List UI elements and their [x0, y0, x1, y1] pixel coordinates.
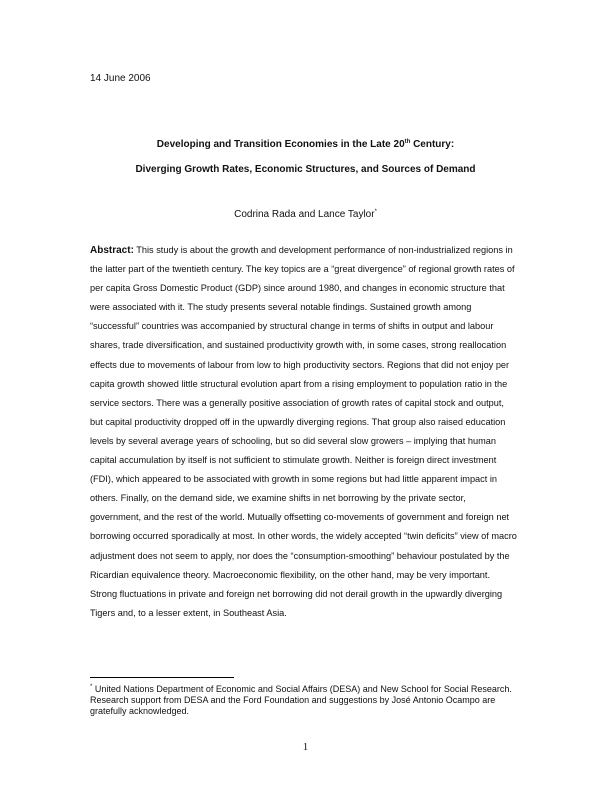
abstract-text: This study is about the growth and development performance of non-industrialized regions in the latter part of the twentieth century. The key topics are a “great divergence” of regional growth rates of per capita Gross Domestic Product (GDP) since around 1980, and changes in economic structure that were associated with it. The study presents several notable findings. Sustained growth among “successful” countries was accompanied by structural change in terms of shifts in output and labour shares, trade diversification, and sustained productivity growth with, in some cases, strong reallocation effects due to movements of labour from low to high productivity sectors. Regions that did not enjoy per capita growth showed little structural evolution apart from a rising employment to population ratio in the service sectors. There was a generally positive association of growth rates of capital stock and output, but capital productivity dropped off in the upwardly diverging regions. That group also raised education levels by several average years of schooling, but so did several slow growers – implying that human capital accumulation by itself is not sufficient to stimulate growth. Neither is foreign direct investment (FDI), which appeared to be associated with growth in some regions but had little apparent impact in others. Finally, on the demand side, we examine shifts in net borrowing by the private sector, government, and the rest of the world. Mutually offsetting co-movements of government and foreign net borrowing occurred sporadically at most. In other words, the widely accepted “twin deficits” view of macro adjustment does not seem to apply, nor does the “consumption-smoothing” behaviour postulated by the Ricardian equivalence theory. Macroeconomic flexibility, on the other hand, may be very important. Strong fluctuations in private and foreign net borrowing did not derail growth in the upwardly diverging Tigers and, to a lesser extent, in Southeast Asia.	[90, 245, 517, 618]
title-suffix: Century:	[410, 139, 455, 150]
title-superscript: th	[404, 139, 411, 145]
page-number: 1	[302, 741, 309, 753]
footnote-mark: *	[90, 684, 93, 690]
title-prefix: Developing and Transition Economies in the Late 20	[156, 139, 405, 150]
author-footnote-mark: *	[374, 209, 377, 215]
document-date: 14 June 2006	[90, 73, 151, 84]
abstract	[90, 241, 518, 623]
footnote-text: United Nations Department of Economic and Social Affairs (DESA) and New School for Social Research. Research support from DESA and the Ford Foundation and suggestions by José Antonio Ocampo are gratefully acknowledged.	[90, 684, 512, 716]
paper-title-line-2: Diverging Growth Rates, Economic Structures, and Sources of Demand	[135, 164, 476, 175]
paper-title-line-1	[0, 139, 611, 150]
author-line	[0, 209, 611, 220]
footnote-divider	[90, 677, 234, 678]
footnote	[90, 684, 530, 717]
authors: Codrina Rada and Lance Taylor	[234, 209, 375, 220]
abstract-label: Abstract:	[90, 245, 134, 256]
